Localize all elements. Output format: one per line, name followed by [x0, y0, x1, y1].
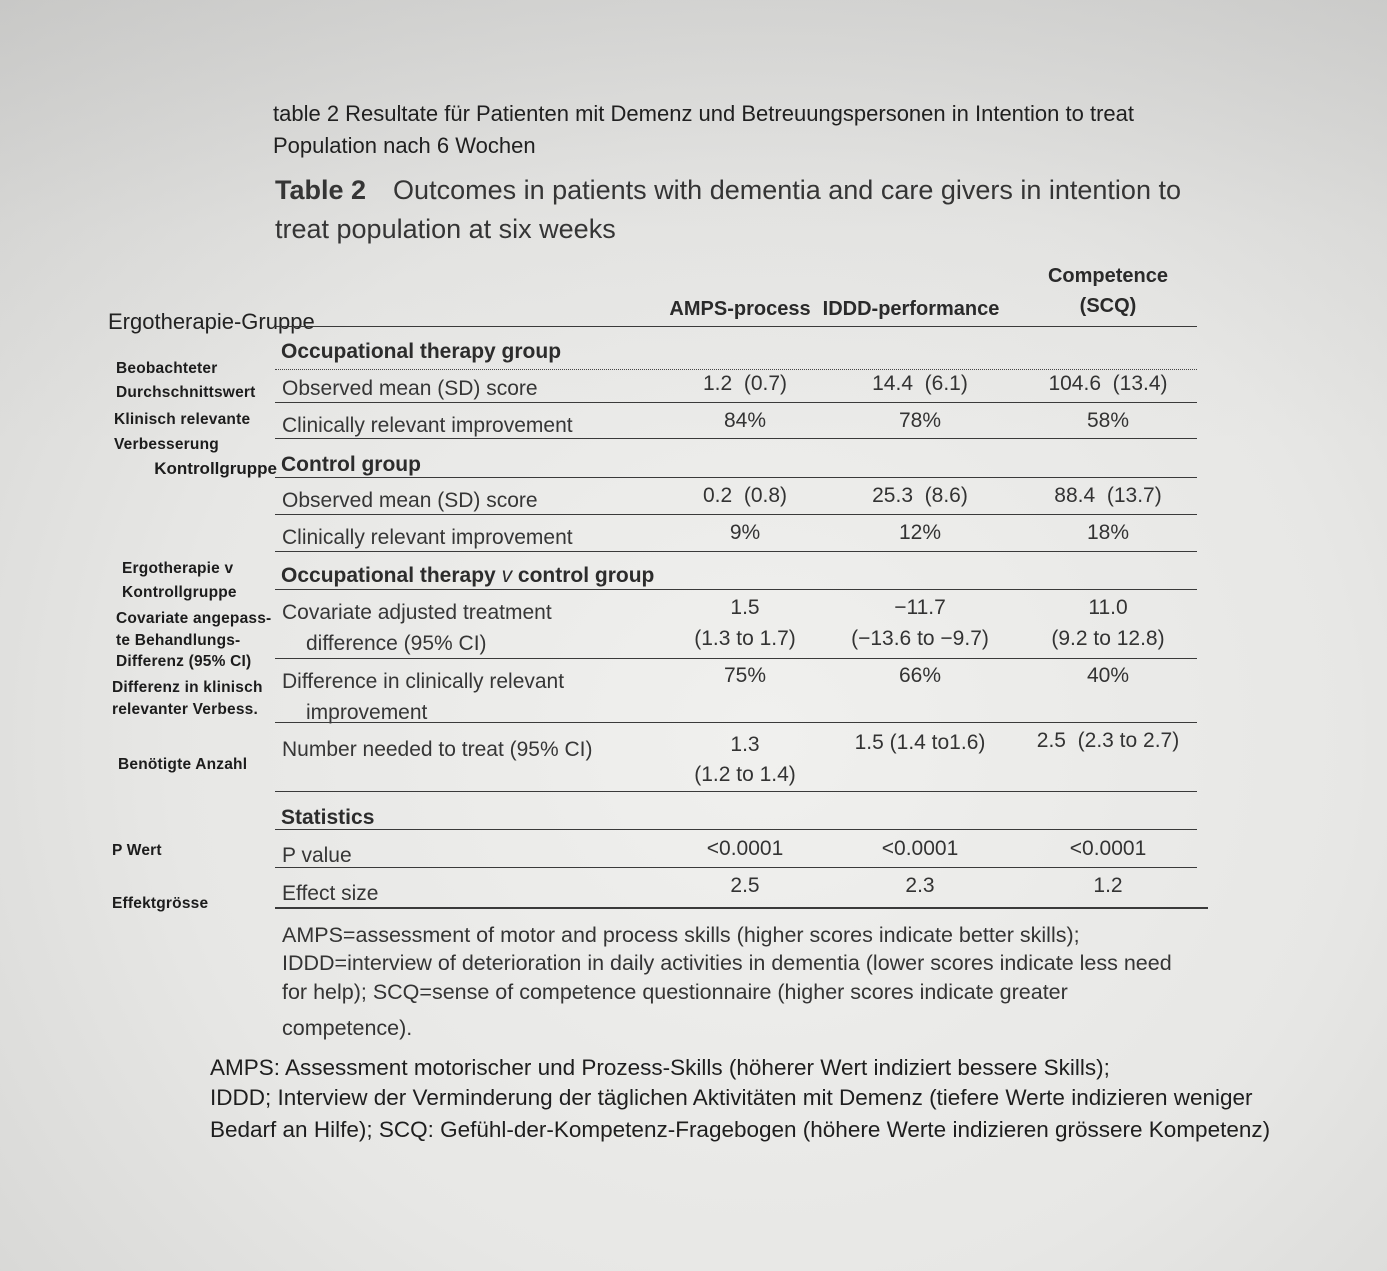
cell-covariate-amps-estimate: 1.5 [730, 596, 760, 619]
row-label-ot-observed: Observed mean (SD) score [282, 377, 538, 400]
cell-ot-clinical-iddd: 78% [898, 409, 942, 432]
cell-nnt-iddd: 1.5 (1.4 to1.6) [854, 731, 986, 754]
cell-covariate-iddd-ci: (−13.6 to −9.7) [851, 627, 989, 650]
cell-effect-size-amps: 2.5 [730, 874, 760, 897]
header-iddd-performance: IDDD-performance [822, 298, 1000, 320]
cell-control-clinical-iddd: 12% [898, 521, 942, 544]
cell-nnt-amps-estimate: 1.3 [730, 733, 760, 756]
cell-covariate-iddd-estimate: −11.7 [894, 596, 946, 619]
cell-control-clinical-amps: 9% [729, 521, 761, 544]
footnote-de-line-1: AMPS: Assessment motorischer und Prozess-Skills (höherer Wert indiziert bessere Skills); [210, 1055, 1110, 1080]
row-label-difference-line-2: improvement [306, 701, 428, 724]
cell-nnt-amps-ci: (1.2 to 1.4) [694, 763, 796, 786]
caption-de-line-2: Population nach 6 Wochen [273, 133, 536, 158]
header-scq: (SCQ) [1079, 295, 1137, 317]
table-rule [275, 438, 1197, 439]
table-rule [275, 514, 1197, 515]
side-label-de-effect-size: Effektgrösse [112, 895, 209, 912]
footnote-en-line-3: for help); SCQ=sense of competence questionnaire (higher scores indicate greater [282, 980, 1068, 1004]
cell-p-value-amps: <0.0001 [706, 837, 784, 860]
section-heading-statistics: Statistics [281, 806, 375, 829]
footnote-de-line-3: Bedarf an Hilfe); SCQ: Gefühl-der-Kompetenz-Fragebogen (höhere Werte indizieren grössere Kompetenz) [210, 1117, 1271, 1142]
footnote-en-line-1: AMPS=assessment of motor and process skills (higher scores indicate better skills); [282, 923, 1080, 947]
cell-difference-iddd: 66% [898, 664, 942, 687]
comparison-heading-pre: Occupational therapy [281, 564, 502, 587]
table-rule [275, 658, 1197, 659]
table-number: Table 2 [275, 175, 367, 205]
side-label-de-covariate-2: te Behandlungs- [116, 632, 241, 649]
comparison-heading-post: control group [512, 564, 655, 587]
cell-control-clinical-scq: 18% [1086, 521, 1130, 544]
table-rule [275, 791, 1197, 792]
header-competence: Competence [1047, 265, 1169, 287]
side-label-de-clinical-2: Verbesserung [114, 436, 219, 453]
table-rule [275, 867, 1197, 868]
table-rule [275, 402, 1197, 403]
footnote-en-line-4: competence). [282, 1016, 413, 1040]
side-label-de-comparison-2: Kontrollgruppe [122, 584, 237, 601]
side-label-de-observed-1: Beobachteter [116, 360, 218, 377]
cell-nnt-scq: 2.5 (2.3 to 2.7) [1036, 729, 1180, 752]
row-label-nnt: Number needed to treat (95% CI) [282, 738, 593, 761]
section-heading-ot-group: Occupational therapy group [281, 340, 562, 363]
row-label-difference-line-1: Difference in clinically relevant [282, 670, 565, 693]
table-rule [275, 326, 1197, 327]
table-rule [275, 829, 1197, 830]
cell-covariate-amps-ci: (1.3 to 1.7) [694, 627, 796, 650]
side-label-de-difference-2: relevanter Verbess. [112, 701, 258, 718]
table-rule [275, 589, 1197, 590]
cell-p-value-iddd: <0.0001 [881, 837, 959, 860]
side-label-de-clinical-1: Klinisch relevante [114, 411, 251, 428]
side-label-de-comparison-1: Ergotherapie v [122, 560, 234, 577]
side-label-de-nnt: Benötigte Anzahl [118, 756, 248, 773]
header-amps-process: AMPS-process [669, 298, 811, 320]
caption-de-line-1: table 2 Resultate für Patienten mit Demenz und Betreuungspersonen in Intention to treat [273, 101, 1134, 126]
table-bottom-rule [275, 907, 1208, 909]
side-label-de-control: Kontrollgruppe [154, 459, 277, 478]
section-heading-comparison [281, 565, 654, 586]
cell-difference-amps: 75% [723, 664, 767, 687]
cell-effect-size-iddd: 2.3 [905, 874, 935, 897]
row-label-p-value: P value [282, 844, 352, 867]
row-label-covariate-line-1: Covariate adjusted treatment [282, 601, 552, 624]
cell-difference-scq: 40% [1086, 664, 1130, 687]
cell-control-observed-scq: 88.4 (13.7) [1054, 484, 1162, 507]
cell-ot-observed-iddd: 14.4 (6.1) [872, 372, 968, 395]
cell-covariate-scq-ci: (9.2 to 12.8) [1051, 627, 1165, 650]
side-label-de-observed-2: Durchschnittswert [116, 384, 256, 401]
side-label-de-covariate-3: Differenz (95% CI) [116, 653, 252, 670]
cell-ot-clinical-scq: 58% [1086, 409, 1130, 432]
section-heading-control-group: Control group [281, 453, 421, 476]
table-rule [275, 477, 1197, 478]
side-label-de-p-value: P Wert [112, 842, 162, 859]
footnote-de-line-2: IDDD; Interview der Verminderung der täglichen Aktivitäten mit Demenz (tiefere Werte indizieren weniger [210, 1085, 1253, 1110]
table-rule [275, 551, 1197, 552]
cell-ot-observed-scq: 104.6 (13.4) [1048, 372, 1168, 395]
side-label-de-difference-1: Differenz in klinisch [112, 679, 263, 696]
table-rule [275, 369, 1197, 370]
table-rule [275, 722, 1197, 723]
row-label-effect-size: Effect size [282, 882, 379, 905]
cell-p-value-scq: <0.0001 [1069, 837, 1147, 860]
table-title-line-1 [275, 177, 1181, 204]
cell-covariate-scq-estimate: 11.0 [1088, 596, 1128, 619]
row-label-covariate-line-2: difference (95% CI) [306, 632, 487, 655]
side-label-de-covariate-1: Covariate angepass- [116, 610, 272, 627]
row-label-ot-clinical: Clinically relevant improvement [282, 414, 573, 437]
header-stub-de: Ergotherapie-Gruppe [108, 309, 315, 334]
cell-effect-size-scq: 1.2 [1093, 874, 1123, 897]
cell-control-observed-iddd: 25.3 (8.6) [872, 484, 968, 507]
comparison-heading-v: v [501, 564, 513, 587]
cell-control-observed-amps: 0.2 (0.8) [702, 484, 788, 507]
cell-ot-observed-amps: 1.2 (0.7) [702, 372, 788, 395]
footnote-en-line-2: IDDD=interview of deterioration in daily activities in dementia (lower scores indicate less need [282, 951, 1172, 975]
table-title-line-2: treat population at six weeks [275, 214, 616, 244]
table-title-text: Outcomes in patients with dementia and care givers in intention to [393, 175, 1181, 205]
row-label-control-clinical: Clinically relevant improvement [282, 526, 573, 549]
row-label-control-observed: Observed mean (SD) score [282, 489, 538, 512]
cell-ot-clinical-amps: 84% [723, 409, 767, 432]
